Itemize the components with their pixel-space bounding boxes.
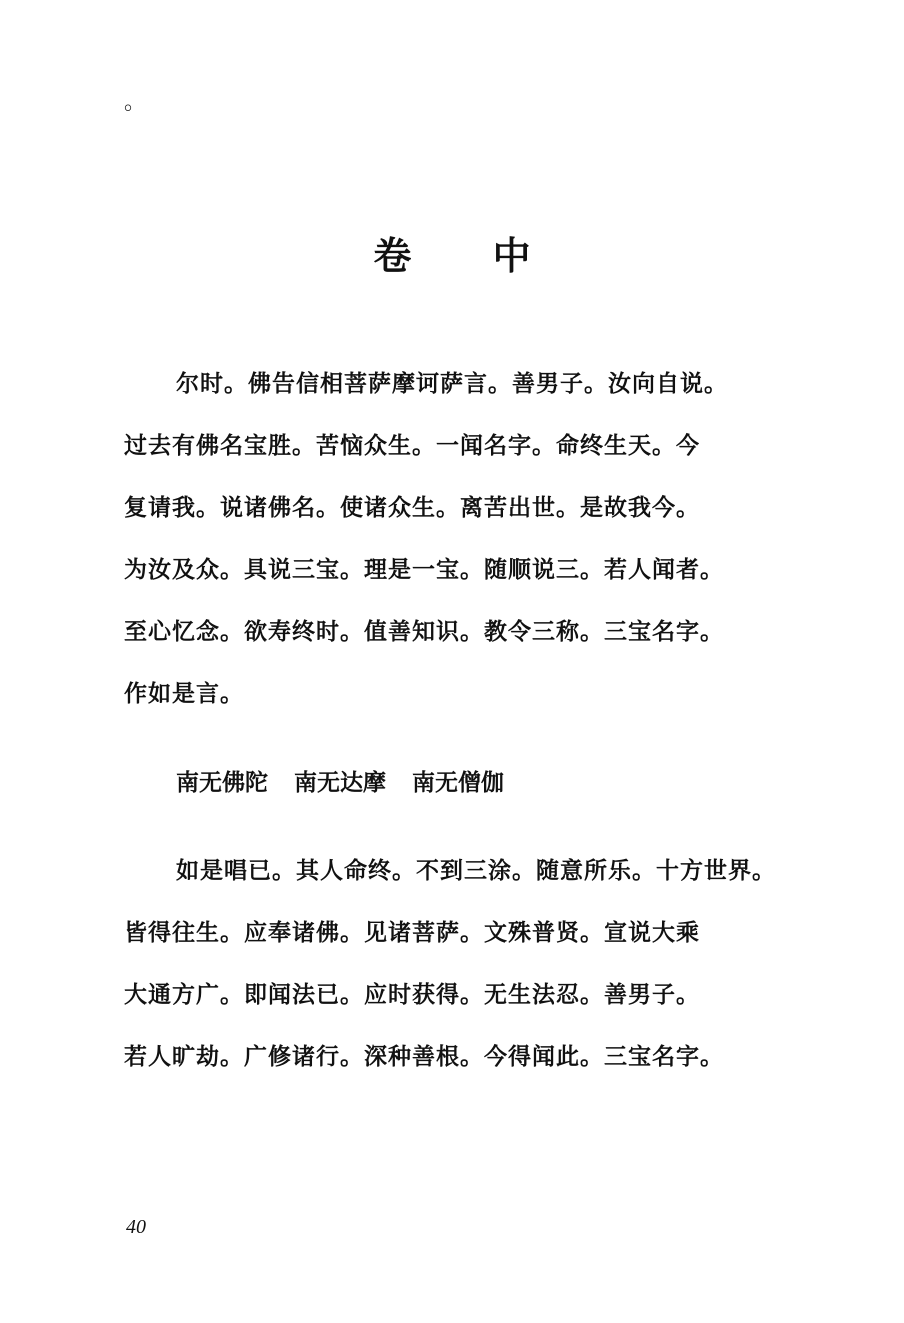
paragraph-line: 为汝及众。具说三宝。理是一宝。随顺说三。若人闻者。 [124,556,724,583]
paragraph-line: 若人旷劫。广修诸行。深种善根。今得闻此。三宝名字。 [124,1043,724,1070]
paragraph-line: 过去有佛名宝胜。苦恼众生。一闻名字。命终生天。今 [124,432,700,459]
continuation-mark: 。 [124,90,147,115]
mantra-item-sangha: 南无僧伽 [412,769,504,796]
paragraph-line: 大通方广。即闻法已。应时获得。无生法忍。善男子。 [124,981,700,1008]
paragraph-2 [124,840,784,1088]
paragraph-line: 皆得往生。应奉诸佛。见诸菩萨。文殊普贤。宣说大乘 [124,919,700,946]
paragraph-line: 复请我。说诸佛名。使诸众生。离苦出世。是故我今。 [124,494,700,521]
paragraph-line: 作如是言。 [124,680,244,707]
page-number: 40 [126,1216,146,1238]
paragraph-line: 如是唱已。其人命终。不到三涂。随意所乐。十方世界。 [176,857,776,884]
section-title: 卷 中 [373,233,565,278]
mantra-item-buddha: 南无佛陀 [176,769,268,796]
paragraph-line: 至心忆念。欲寿终时。值善知识。教令三称。三宝名字。 [124,618,724,645]
mantra-item-dharma: 南无达摩 [294,769,386,796]
mantra-line [176,752,504,814]
paragraph-line: 尔时。佛告信相菩萨摩诃萨言。善男子。汝向自说。 [176,370,728,397]
paragraph-1 [124,353,784,725]
